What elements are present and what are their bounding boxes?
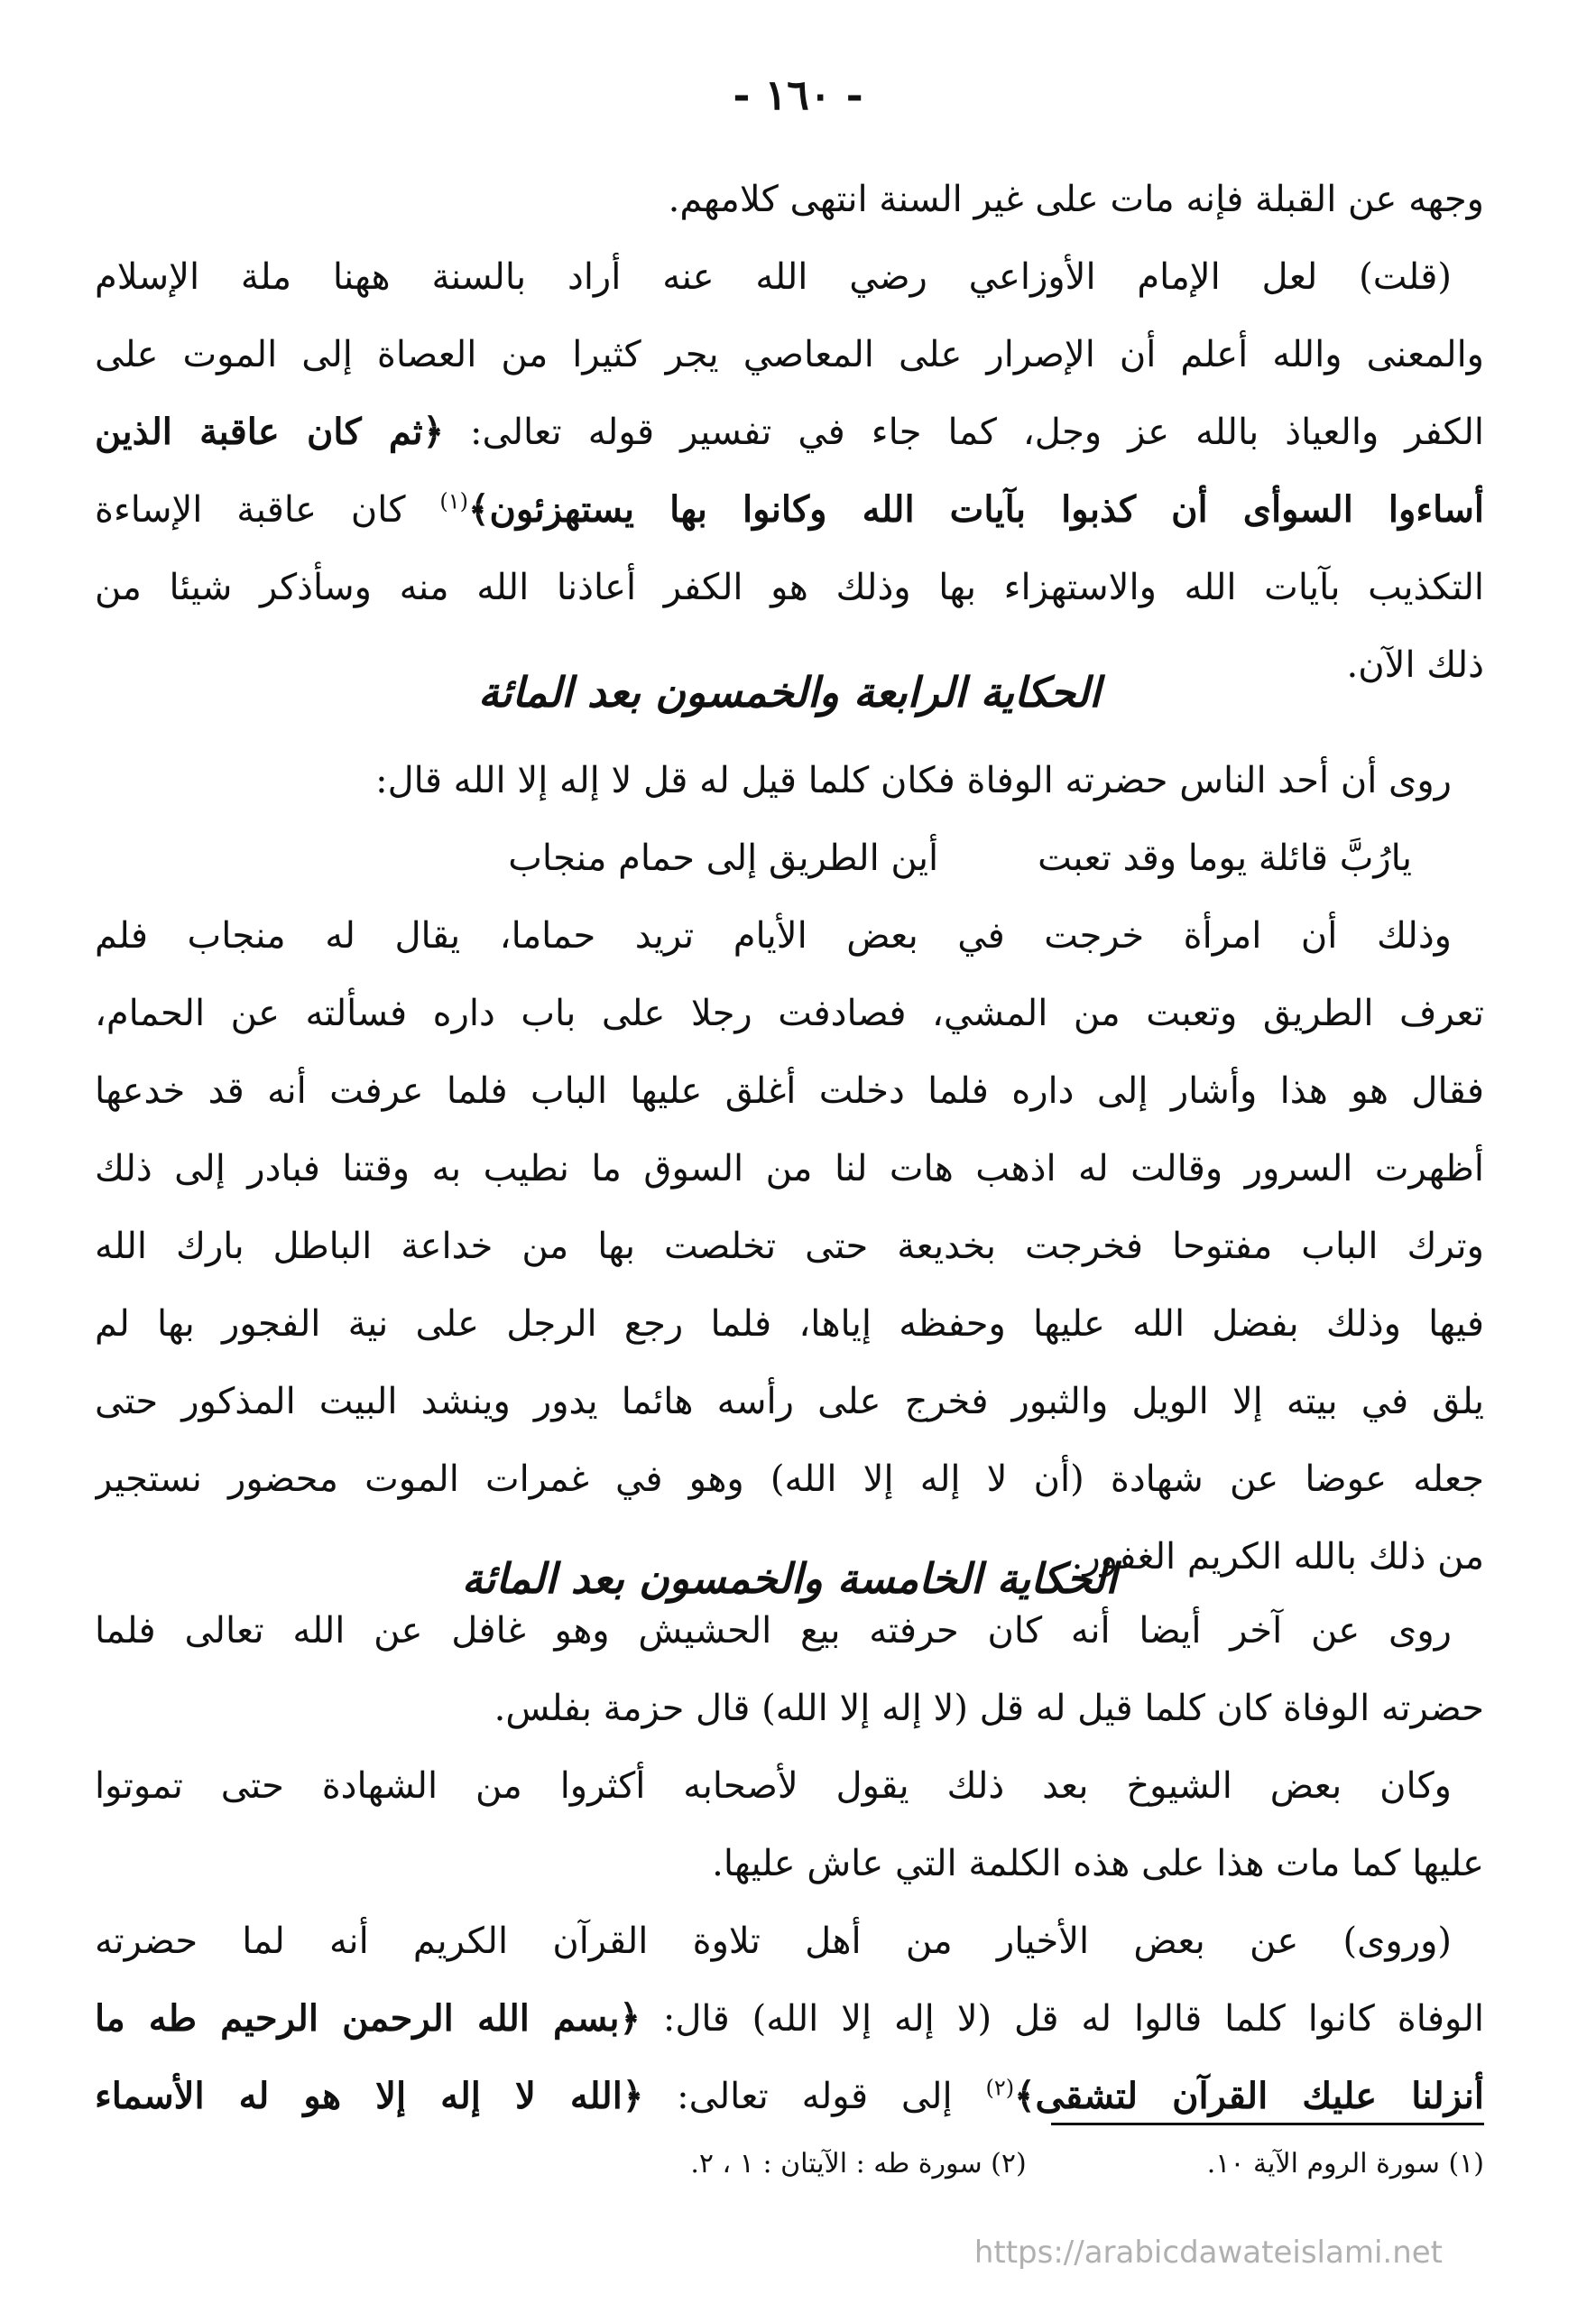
text-line: ذلك الآن. bbox=[1346, 644, 1484, 686]
quran-verse: ﴿ثم كان عاقبة الذين bbox=[95, 411, 445, 453]
quran-verse: أساءوا السوأى أن كذبوا بآيات الله وكانوا بها يستهزئون﴾ bbox=[468, 488, 1484, 531]
intro-paragraph bbox=[95, 161, 1484, 704]
text-line: تعرف الطريق وتعبت من المشي، فصادفت رجلا على باب داره فسألته عن الحمام، bbox=[95, 993, 1484, 1034]
text-span: الوفاة كانوا كلما قالوا له قل (لا إله إلا الله) قال: bbox=[640, 1998, 1484, 2040]
text-line: التكذيب بآيات الله والاستهزاء بها وذلك هو الكفر أعاذنا الله منه وسأذكر شيئا من bbox=[95, 567, 1484, 608]
text-line: وجهه عن القبلة فإنه مات على غير السنة انتهى كلامهم. bbox=[668, 179, 1484, 220]
story-155-body bbox=[95, 1592, 1484, 2135]
footnote-ref: (١) bbox=[439, 488, 469, 514]
quran-verse: ﴿الله لا إله إلا هو له الأسماء bbox=[95, 2075, 644, 2117]
text-line: أظهرت السرور وقالت له اذهب هات لنا من السوق ما نطيب به وقتنا فبادر إلى ذلك bbox=[95, 1148, 1484, 1189]
page-number: - ١٦٠ - bbox=[733, 70, 863, 119]
text-span: الكفر والعياذ بالله عز وجل، كما جاء في تفسير قوله تعالى: bbox=[444, 412, 1484, 453]
text-line bbox=[95, 393, 1484, 471]
text-line: وذلك أن امرأة خرجت في بعض الأيام تريد حماما، يقال له منجاب فلم bbox=[95, 915, 1452, 957]
text-line bbox=[95, 1980, 1484, 2058]
text-span: إلى قوله تعالى: bbox=[643, 2076, 986, 2117]
footnote-divider bbox=[1051, 2123, 1484, 2125]
text-line: (وروى) عن بعض الأخيار من أهل تلاوة القرآن الكريم أنه لما حضرته bbox=[95, 1920, 1452, 1962]
text-line: فيها وذلك بفضل الله عليها وحفظه إياها، فلما رجع الرجل على نية الفجور بها لم bbox=[95, 1303, 1484, 1345]
footnote-2: (٢) سورة طه : الآيتان : ١ ، ٢. bbox=[690, 2148, 1027, 2180]
text-line bbox=[95, 471, 1484, 549]
text-line: والمعنى والله أعلم أن الإصرار على المعاصي يجر كثيرا من العصاة إلى الموت على bbox=[95, 334, 1484, 375]
section-heading: الحكاية الخامسة والخمسون بعد المائة bbox=[461, 1554, 1118, 1603]
text-line: فقال هو هذا وأشار إلى داره فلما دخلت أغلق عليها الباب فلما عرفت أنه قد خدعها bbox=[95, 1070, 1484, 1112]
text-line: حضرته الوفاة كان كلما قيل له قل (لا إله إلا الله) قال حزمة بفلس. bbox=[494, 1688, 1484, 1729]
story-154-body bbox=[95, 742, 1484, 1596]
section-heading: الحكاية الرابعة والخمسون بعد المائة bbox=[478, 668, 1101, 717]
text-line: يلق في بيته إلا الويل والثبور فخرج على رأسه هائما يدور وينشد البيت المذكور حتى bbox=[95, 1381, 1484, 1422]
watermark-url: https://arabicdawateislami.net bbox=[973, 2235, 1443, 2271]
poem-hemistich-first: يارُبَّ قائلة يوما وقد تعبت bbox=[1038, 838, 1412, 879]
quran-verse: أنزلنا عليك القرآن لتشقى﴾ bbox=[1014, 2075, 1484, 2117]
poem-verse bbox=[95, 819, 1484, 897]
footnote-ref: (٢) bbox=[985, 2075, 1015, 2101]
text-line: وترك الباب مفتوحا فخرجت بخديعة حتى تخلصت بها من خداعة الباطل بارك الله bbox=[95, 1226, 1484, 1267]
text-line: جعله عوضا عن شهادة (أن لا إله إلا الله) وهو في غمرات الموت محضور نستجير bbox=[95, 1458, 1484, 1500]
quran-verse: ﴿بسم الله الرحمن الرحيم طه ما bbox=[95, 1997, 641, 2040]
text-line: (قلت) لعل الإمام الأوزاعي رضي الله عنه أراد بالسنة ههنا ملة الإسلام bbox=[95, 256, 1452, 298]
text-line: روى أن أحد الناس حضرته الوفاة فكان كلما قيل له قل لا إله إلا الله قال: bbox=[375, 760, 1452, 801]
poem-hemistich-second: أين الطريق إلى حمام منجاب bbox=[508, 838, 939, 879]
text-line: عليها كما مات هذا على هذه الكلمة التي عاش عليها. bbox=[712, 1843, 1484, 1884]
text-line: وكان بعض الشيوخ بعد ذلك يقول لأصحابه أكثروا من الشهادة حتى تموتوا bbox=[95, 1765, 1452, 1807]
footnotes bbox=[185, 2148, 1484, 2180]
text-line: روى عن آخر أيضا أنه كان حرفته بيع الحشيش وهو غافل عن الله تعالى فلما bbox=[95, 1610, 1452, 1652]
text-span: كان عاقبة الإساءة bbox=[95, 489, 440, 531]
footnote-1: (١) سورة الروم الآية ١٠. bbox=[1206, 2148, 1484, 2180]
text-line: من ذلك بالله الكريم الغفور. bbox=[1071, 1536, 1484, 1578]
